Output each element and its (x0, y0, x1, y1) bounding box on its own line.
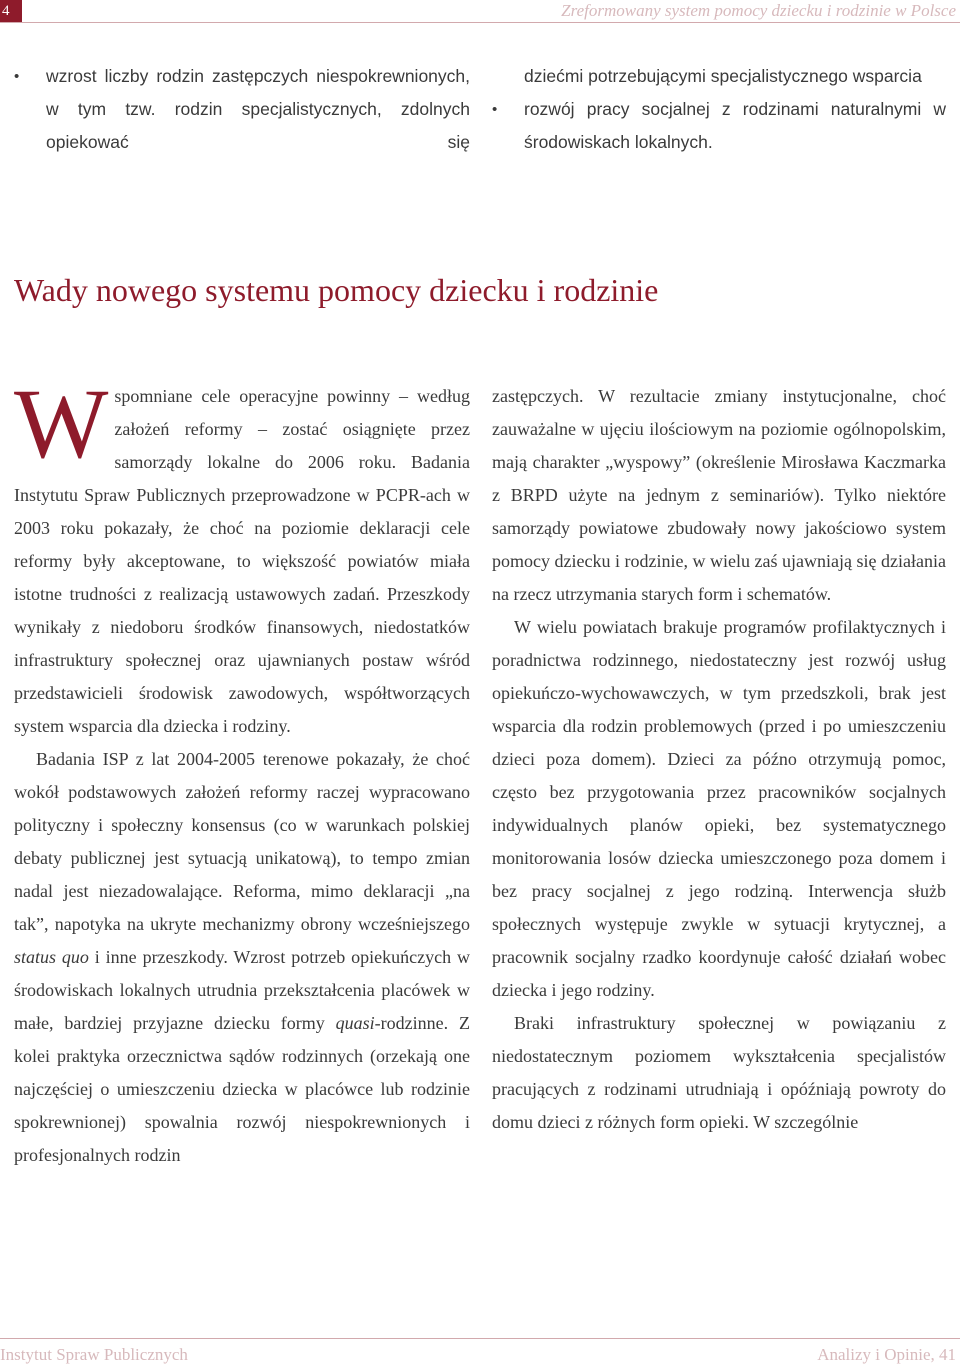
footer-series-page: Analizy i Opinie, 41 (817, 1345, 956, 1364)
bullet-list-left (14, 60, 470, 159)
drop-cap: W (14, 368, 109, 479)
page-number: 4 (0, 0, 22, 22)
paragraph-text-a: Badania ISP z lat 2004-2005 terenowe pokazały, że choć wokół podstawowych założeń reformy raczej wypracowano polityczny i społeczny konsensus (co w warunkach polskiej debaty publicznej jest sytuacją unikatową), to tempo zmian nadal jest niezadowalające. Reforma, mimo deklaracji „na tak”, napotyka na ukryte mechanizmy obrony wcześniejszego (14, 749, 470, 934)
list-item-continuation (492, 60, 946, 93)
footer-publisher: Instytut Spraw Publicznych (0, 1345, 188, 1364)
paragraph-infrastructure: Braki infrastruktury społecznej w powiązaniu z niedostatecznym poziomem wykształcenia specjalistów pracujących z rodzinami utrudniają i opóźniają powroty do domu dzieci z różnych form opieki. W szczególnie (492, 1013, 946, 1132)
bullet-icon: • (14, 68, 20, 85)
bullet-icon: • (492, 101, 498, 118)
paragraph-intro-text: spomniane cele operacyjne powinny – według założeń reformy – zostać osiągnięte przez samorządy lokalne do 2006 roku. Badania Instytutu Spraw Publicznych przeprowadzone w PCPR-ach w 2003 roku pokazały, że choć na poziomie deklaracji cele reformy były akceptowane, to większość powiatów miała istotne trudności z realizacją ustawowych zadań. Przeszkody wynikały z niedoboru środków finansowych, niedostatków infrastruktury społecznej oraz ujawnianych postaw wśród przedstawicieli środowisk zawodowych, współtworzących system wsparcia dla dziecka i rodziny. (14, 386, 470, 736)
page-header (0, 0, 960, 23)
list-item (492, 93, 946, 159)
running-title: Zreformowany system pomocy dziecku i rodzinie w Polsce (561, 1, 956, 20)
bullet-continuation-text: dziećmi potrzebującymi specjalistycznego wsparcia (524, 66, 922, 86)
italic-term: status quo (14, 947, 89, 967)
paragraph-intro (14, 368, 470, 743)
paragraph-missing-programs: W wielu powiatach brakuje programów profilaktycznych i poradnictwa rodzinnego, niedostateczny jest rozwój usług opiekuńczo-wychowawczych, w tym przedszkoli, brak jest wsparcia dla rodzin problemowych (przed i po umieszczeniu dzieci poza domem). Dzieci za późno otrzymują pomoc, często bez przygotowania przez pracowników socjalnych indywidualnych planów opieki, bez systematycznego monitorowania losów dziecka umieszczonego poza domem i bez pracy socjalnej z jego rodziną. Interwencja służb społecznych występuje zwykle w sytuacji krytycznej, a pracownik socjalny rzadko koordynuje całość działań wobec dziecka i jego rodziny. (492, 617, 946, 1000)
left-column (14, 368, 470, 1172)
paragraph-text-b: i inne przeszkody. Wzrost potrzeb opiekuńczych w środowiskach lokalnych utrudnia przekształcenia placówek w małe, bardziej przyjazne dziecku formy (14, 947, 470, 1033)
section-title: Wady nowego systemu pomocy dziecku i rodzinie (14, 272, 659, 308)
list-item (14, 60, 470, 159)
right-column (492, 380, 946, 1139)
bullet-text: wzrost liczby rodzin zastępczych niespokrewnionych, w tym tzw. rodzin specjalistycznych, zdolnych opiekować się (46, 66, 470, 152)
italic-term: quasi (335, 1013, 375, 1033)
paragraph-continuation: zastępczych. W rezultacie zmiany instytucjonalne, choć zauważalne w ujęciu ilościowym na poziomie ogólnopolskim, mają charakter „wyspowy” (określenie Mirosława Kaczmarka z BRPD użyte na jednym z seminariów). Tylko niektóre samorządy powiatowe zbudowały nowy jakościowo system pomocy dziecku i rodzinie, w wielu zaś ujawniają się działania na rzecz utrzymania starych form i schematów. (492, 386, 946, 604)
paragraph-text-c: -rodzinne. Z kolei praktyka orzecznictwa sądów rodzinnych (orzekają one najczęściej o umieszczeniu dziecka w placówce lub rodzinie spokrewnionej) spowalnia rozwój niespokrewnionych i profesjonalnych rodzin (14, 1013, 470, 1165)
bullet-list-right (492, 60, 946, 159)
paragraph-isp-research (14, 743, 470, 1172)
footer-divider (0, 1338, 960, 1339)
bullet-text: rozwój pracy socjalnej z rodzinami naturalnymi w środowiskach lokalnych. (524, 99, 946, 152)
